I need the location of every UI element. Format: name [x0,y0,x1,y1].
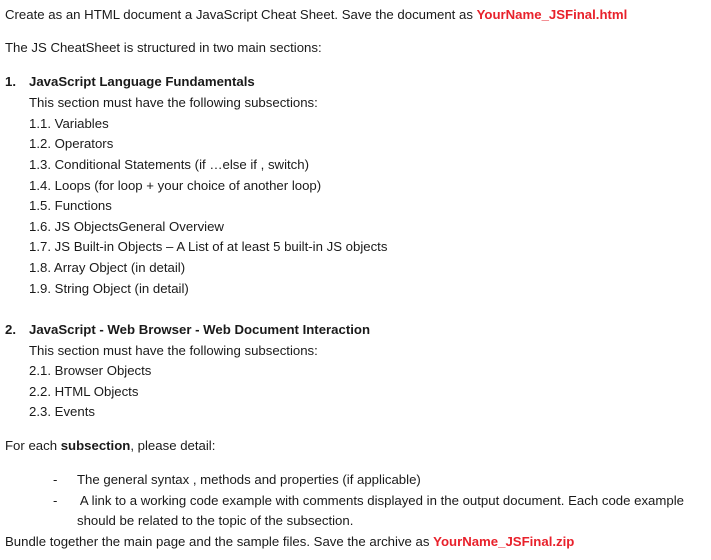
intro-text: Create as an HTML document a JavaScript Cheat Sheet. Save the document as [5,7,477,22]
structure-text: The JS CheatSheet is structured in two main sections: [5,40,322,55]
detail-line [5,438,215,454]
subsection-1-8: 1.8. Array Object (in detail) [29,260,186,275]
bullet-2 [53,493,684,509]
subsection-1-2: 1.2. Operators [29,136,114,151]
zip-filename: YourName_JSFinal.zip [433,534,575,549]
subsection-1-5: 1.5. Functions [29,198,112,213]
subsection-1-1: 1.1. Variables [29,116,109,131]
subsection-1-3: 1.3. Conditional Statements (if …else if , switch) [29,157,309,172]
subsection-2-3: 2.3. Events [29,404,95,419]
detail-bold: subsection [60,438,131,453]
bullet-2-text-line1: A link to a working code example with comments displayed in the output document. Each code example [77,493,684,508]
section-1-intro: This section must have the following subsections: [29,95,318,110]
bundle-text: Bundle together the main page and the sample files. Save the archive as [5,534,434,549]
section-2-intro: This section must have the following subsections: [29,343,318,358]
bullet-marker: - [53,472,58,487]
subsection-1-4: 1.4. Loops (for loop + your choice of another loop) [29,178,322,193]
section-2-title: JavaScript - Web Browser - Web Document Interaction [29,322,370,337]
section-2-number: 2. [5,322,16,337]
section-1-number: 1. [5,74,16,89]
bullet-1 [53,472,421,488]
subsection-2-1: 2.1. Browser Objects [29,363,152,378]
bullet-2-text-line2: should be related to the topic of the subsection. [77,513,354,528]
subsection-1-9: 1.9. String Object (in detail) [29,281,189,296]
detail-prefix: For each [5,438,61,453]
detail-suffix: , please detail: [130,438,216,453]
bullet-marker: - [53,493,58,508]
subsection-2-2: 2.2. HTML Objects [29,384,139,399]
intro-line [5,7,627,23]
html-filename: YourName_JSFinal.html [476,7,628,22]
bullet-1-text: The general syntax , methods and properties (if applicable) [77,472,421,487]
section-2-heading [5,322,370,338]
section-1-heading [5,74,255,90]
subsection-1-6: 1.6. JS ObjectsGeneral Overview [29,219,224,234]
bundle-line [5,534,574,550]
section-1-title: JavaScript Language Fundamentals [29,74,255,89]
subsection-1-7: 1.7. JS Built-in Objects – A List of at least 5 built-in JS objects [29,239,388,254]
